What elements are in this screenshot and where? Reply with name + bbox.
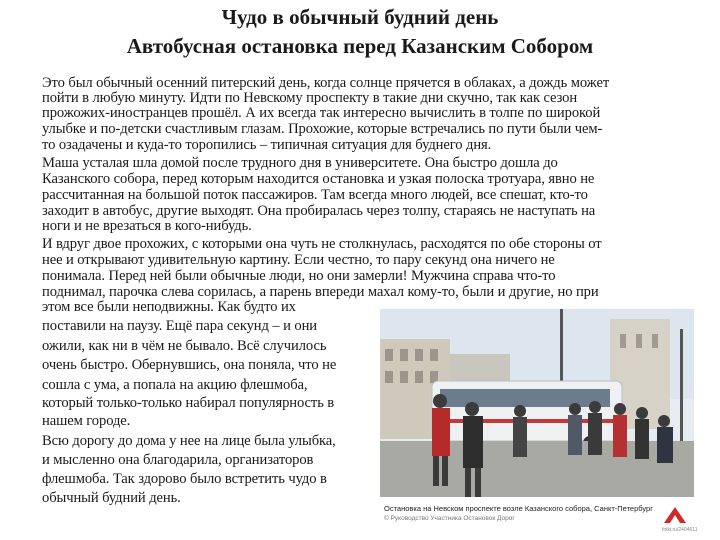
text-line: и мысленно она благодарила, организаторов xyxy=(42,452,314,468)
site-logo-icon xyxy=(662,505,688,525)
text-line: Всю дорогу до дома у нее на лице была улыбка, xyxy=(42,433,336,449)
text-line: понимала. Перед ней были обычные люди, но они замерли! Мужчина справа что-то xyxy=(42,268,556,284)
text-line: поставили на паузу. Ещё пара секунд – и они xyxy=(42,318,317,334)
text-line: ожили, как ни в чём не бывало. Всё случилось xyxy=(42,338,327,354)
text-line: улыбке и по-детски счастливым глазам. Прохожие, которые встречались по пути были чем- xyxy=(42,121,603,137)
text-line: Казанского собора, перед которым находится остановка и узкая полоска тротуара, явно не xyxy=(42,171,595,187)
page-title: Чудо в обычный будний день xyxy=(221,5,499,29)
text-line: прожожих-иностранцев прошёл. А их всегда так интересно вычислить в толпе по широкой xyxy=(42,105,601,121)
text-line: поднимал, парочка слева сорилась, а парень впереди махал кому-то, были и другие, но при xyxy=(42,284,599,300)
photo-id: fotki.ru/2404611 xyxy=(662,527,698,533)
text-line: рассчитанная на большой поток пассажиров. Там всегда много людей, все спешат, кто-то xyxy=(42,187,588,203)
text-line: заходит в автобус, другие выходят. Она пробиралась через толпу, стараясь не наступать на xyxy=(42,203,596,219)
text-line: нашем городе. xyxy=(42,413,131,429)
bus-stop-photo xyxy=(380,309,694,537)
text-line: И вдруг двое прохожих, с которыми она чуть не столкнулась, расходятся по обе стороны от xyxy=(42,236,602,252)
text-line: Это был обычный осенний питерский день, когда солнце прячется в облаках, а дождь может xyxy=(42,75,610,91)
text-line: этом все были неподвижны. Как будто их xyxy=(42,299,296,315)
text-line: сошла с ума, а попала на акцию флешмоба, xyxy=(42,377,308,393)
street-scene-illustration xyxy=(380,309,694,537)
page-subtitle: Автобусная остановка перед Казанским Собором xyxy=(126,34,594,58)
text-line: который только-только набирал популярность в xyxy=(42,395,335,411)
text-line: очень быстро. Обернувшись, она поняла, что не xyxy=(42,357,337,373)
text-line: флешмоба. Так здорово было встретить чудо в xyxy=(42,471,327,487)
text-line: обычный будний день. xyxy=(42,490,181,506)
text-line: нее и открывают удивительную картину. Если честно, то пару секунд она ничего не xyxy=(42,252,555,268)
text-line: ноги и не врезаться в кого-нибудь. xyxy=(42,218,252,234)
text-line: пойти в любую минуту. Идти по Невскому проспекту в такие дни скучно, так как сезон xyxy=(42,90,578,106)
text-line: Маша усталая шла домой после трудного дня в университете. Она быстро дошла до xyxy=(42,155,558,171)
photo-credit: © Руководство Участника Остановок Дорог xyxy=(384,515,515,522)
photo-caption: Остановка на Невском проспекте возле Казанского собора, Санкт-Петербург xyxy=(384,504,653,513)
text-line: то озадачены и куда-то торопились – типичная ситуация для буднего дня. xyxy=(42,137,492,153)
